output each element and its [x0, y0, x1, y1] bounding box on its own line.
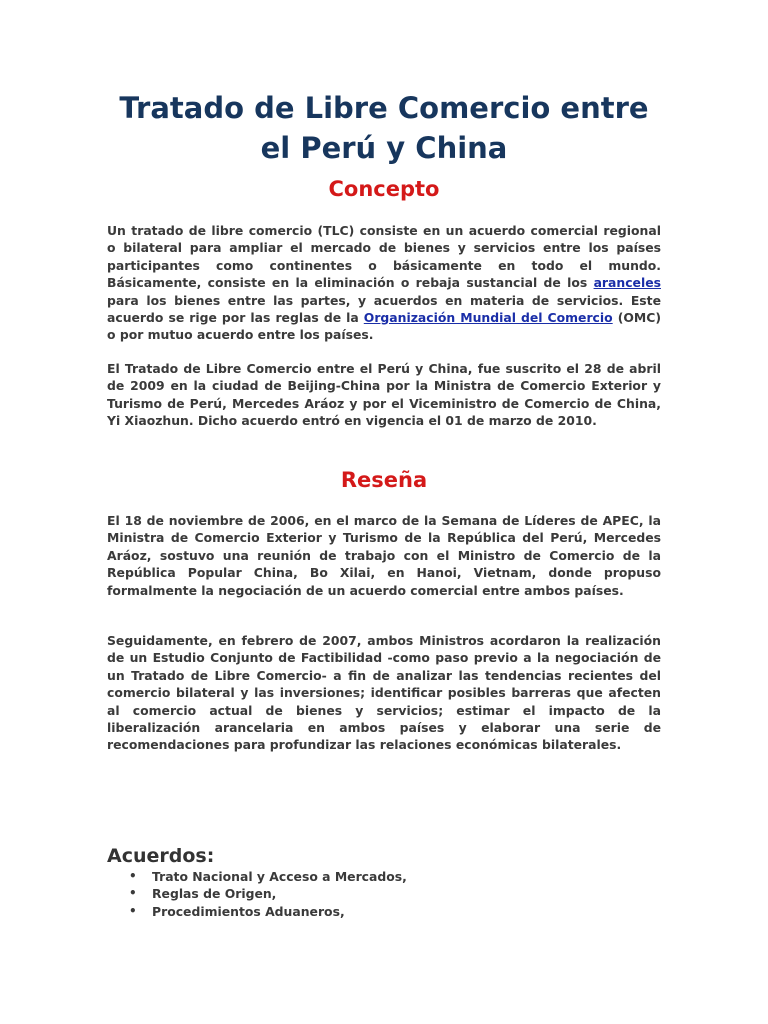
resena-paragraph-1: El 18 de noviembre de 2006, en el marco de la Semana de Líderes de APEC, la Ministra de Comercio Exterior y Turismo de la República del Perú, Mercedes Aráoz, sostuvo una reunión de trabajo con el Ministro de Comercio de la República Popular China, Bo Xilai, en Hanoi, Vietnam, donde propuso formalmente la negociación de un acuerdo comercial entre ambos países.	[107, 513, 661, 598]
omc-link[interactable]: Organización Mundial del Comercio	[363, 310, 613, 326]
concepto-p1-text-2: para los bienes entre las partes, y acuerdos en materia de servicios. Este acuerdo se rige por las reglas de la	[107, 292, 661, 326]
list-item-label: Procedimientos Aduaneros,	[152, 903, 345, 919]
bullet-icon: •	[129, 869, 137, 883]
title-line-1: Tratado de Libre Comercio entre	[119, 91, 649, 125]
list-item-label: Reglas de Origen,	[152, 886, 277, 902]
list-item	[107, 868, 407, 885]
concepto-paragraph-2: El Tratado de Libre Comercio entre el Perú y China, fue suscrito el 28 de abril de 2009 en la ciudad de Beijing-China por la Ministra de Comercio Exterior y Turismo de Perú, Mercedes Aráoz y por el Viceministro de Comercio de China, Yi Xiaozhun. Dicho acuerdo entró en vigencia el 01 de marzo de 2010.	[107, 361, 661, 429]
list-item	[107, 885, 407, 902]
heading-acuerdos: Acuerdos:	[107, 845, 215, 867]
bullet-icon: •	[129, 903, 137, 918]
concepto-paragraph-1	[107, 222, 661, 344]
aranceles-link[interactable]: aranceles	[593, 275, 661, 291]
list-item-label: Trato Nacional y Acceso a Mercados,	[152, 869, 407, 884]
heading-concepto: Concepto	[328, 177, 440, 201]
concepto-p1-text-3: (OMC) o por mutuo acuerdo entre los países.	[107, 310, 661, 343]
list-item	[107, 903, 407, 920]
bullet-icon: •	[129, 886, 137, 901]
acuerdos-list	[107, 868, 407, 920]
resena-paragraph-2: Seguidamente, en febrero de 2007, ambos Ministros acordaron la realización de un Estudio Conjunto de Factibilidad -como paso previo a la negociación de un Tratado de Libre Comercio- a fin de analizar las tendencias recientes del comercio bilateral y las inversiones; identificar posibles barreras que afecten al comercio actual de bienes y servicios; estimar el impacto de la liberalización arancelaria en ambos países y elaborar una serie de recomendaciones para profundizar las relaciones económicas bilaterales.	[107, 633, 661, 753]
document-title	[107, 88, 661, 168]
heading-resena: Reseña	[340, 468, 428, 492]
title-line-2: el Perú y China	[260, 131, 508, 165]
concepto-p1-text-1: Un tratado de libre comercio (TLC) consiste en un acuerdo comercial regional o bilateral para ampliar el mercado de bienes y servicios entre los países participantes como continentes o básicamente en todo el mundo. Básicamente, consiste en la eliminación o rebaja sustancial de los	[107, 223, 661, 291]
